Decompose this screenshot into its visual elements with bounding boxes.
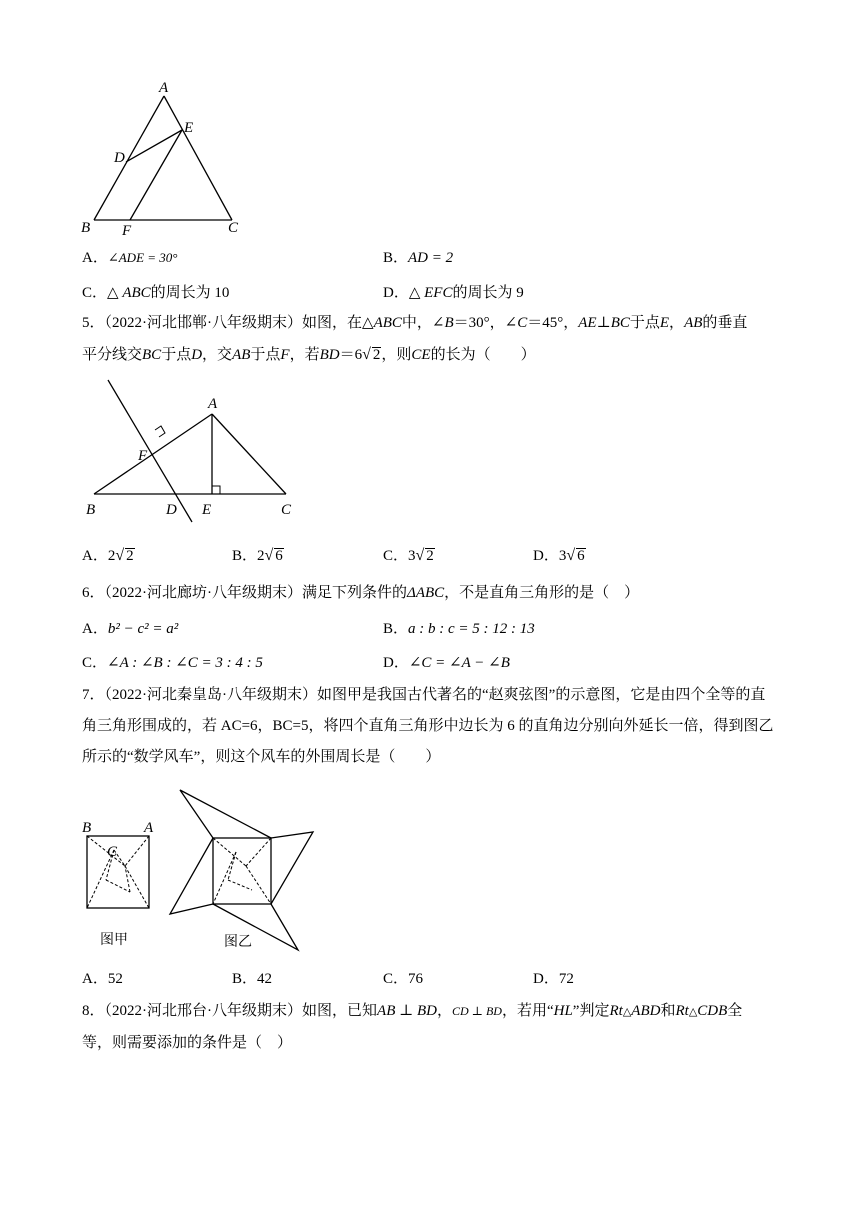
text: ，交 xyxy=(202,347,233,363)
q8-line-1 xyxy=(82,996,782,1028)
text: 于点 xyxy=(629,315,660,331)
var: AB xyxy=(684,315,703,331)
option-text: 的周长为 9 xyxy=(452,285,524,301)
option-key: D． xyxy=(533,548,559,564)
q5-option-c xyxy=(383,546,435,566)
option-key: B． xyxy=(232,548,258,564)
var: AB ⊥ BD xyxy=(377,1003,437,1019)
option-text: 52 xyxy=(107,971,123,987)
option-text: ∠A : ∠B : ∠C = 3 : 4 : 5 xyxy=(107,655,263,671)
q7-line-2: 角三角形围成的，若 AC=6，BC=5，将四个直角三角形中边长为 6 的直角边分别向外延长一倍，得到图乙 xyxy=(82,718,774,734)
question-source: （2022·河北秦皇岛·八年级期末） xyxy=(104,687,318,703)
text: ，若用“ xyxy=(501,1003,554,1019)
fig-q5-label-c: C xyxy=(281,502,292,518)
fig-q4-label-a: A xyxy=(159,80,169,96)
question-number: 5． xyxy=(82,315,105,331)
option-key: C． xyxy=(383,548,409,564)
figure-q5-triangle xyxy=(80,380,310,530)
q6-option-b xyxy=(383,619,535,639)
option-var: EFC xyxy=(424,285,453,301)
text: 如图，已知 xyxy=(302,1003,378,1019)
option-text: 76 xyxy=(408,971,424,987)
text: ，则 xyxy=(381,347,412,363)
triangle-symbol: △ xyxy=(408,285,421,301)
option-key: B． xyxy=(232,971,258,987)
text: 的垂直 xyxy=(702,315,748,331)
text: ＝6 xyxy=(339,347,363,363)
option-key: A． xyxy=(82,971,108,987)
radicand: 6 xyxy=(577,548,585,564)
option-key: D． xyxy=(533,971,559,987)
var: F xyxy=(280,347,290,363)
option-key: A． xyxy=(82,548,108,564)
option-key: C． xyxy=(82,285,108,301)
var: CD ⊥ BD xyxy=(451,1004,502,1018)
option-text: 42 xyxy=(257,971,273,987)
var: E xyxy=(659,315,670,331)
text: 于点 xyxy=(250,347,281,363)
var: ABD xyxy=(631,1003,661,1019)
question-8 xyxy=(82,996,782,1059)
sqrt-symbol: √ xyxy=(566,547,576,564)
option-var: ABC xyxy=(122,285,151,301)
radicand: 2 xyxy=(426,548,434,564)
q5-line-2 xyxy=(82,339,782,371)
var: C xyxy=(517,315,528,331)
fig-q4-label-d: D xyxy=(114,150,125,166)
fig-q4-label-b: B xyxy=(81,220,91,236)
q4-option-a xyxy=(82,248,177,268)
var: CE xyxy=(411,347,431,363)
question-source: （2022·河北邯郸·八年级期末） xyxy=(104,315,303,331)
sqrt-symbol: √ xyxy=(362,346,371,363)
var: ΔABC xyxy=(407,585,445,601)
triangle-symbol: △ xyxy=(622,1006,632,1018)
option-text: b² − c² = a² xyxy=(107,621,179,637)
q7-line-1 xyxy=(82,680,782,711)
q6-option-d xyxy=(383,653,510,673)
question-number: 8． xyxy=(82,1003,105,1019)
fig-q4-label-f: F xyxy=(122,223,132,239)
question-5 xyxy=(82,308,782,371)
triangle-symbol: △ xyxy=(107,285,119,301)
q7-option-b xyxy=(232,969,272,989)
text: ＝45°， xyxy=(527,315,579,331)
coef: 3 xyxy=(558,548,567,564)
text: 平分线交 xyxy=(82,347,143,363)
fig-q4-label-c: C xyxy=(228,220,239,236)
question-number: 6． xyxy=(82,585,105,601)
text: 全 xyxy=(727,1003,743,1019)
figure-q4-triangle xyxy=(78,80,258,240)
perp-symbol: ⊥ xyxy=(596,315,611,331)
var: Rt xyxy=(609,1003,623,1019)
triangle-symbol: △ xyxy=(688,1006,698,1018)
var: BD xyxy=(319,347,340,363)
var: ABC xyxy=(373,315,402,331)
q4-option-c xyxy=(82,283,229,303)
fig-q5-label-a: A xyxy=(208,396,218,412)
option-key: A． xyxy=(82,250,108,266)
question-source: （2022·河北邢台·八年级期末） xyxy=(104,1003,303,1019)
var: HL xyxy=(553,1003,573,1019)
option-text: 的周长为 10 xyxy=(150,285,230,301)
sqrt-symbol: √ xyxy=(415,547,425,564)
var: BC xyxy=(142,347,162,363)
text: 的长为（ ） xyxy=(430,347,536,363)
question-6 xyxy=(82,578,782,609)
var: Rt xyxy=(675,1003,689,1019)
text: 如图，在△ xyxy=(302,315,374,331)
coef: 2 xyxy=(107,548,116,564)
text: ＝30°，∠ xyxy=(453,315,518,331)
var: AB xyxy=(232,347,251,363)
question-source: （2022·河北廊坊·八年级期末） xyxy=(104,585,303,601)
fig-q5-label-d: D xyxy=(166,502,177,518)
radicand: 2 xyxy=(126,548,134,564)
q8-line-2: 等，则需要添加的条件是（ ） xyxy=(82,1035,293,1051)
var: D xyxy=(191,347,203,363)
q4-option-b xyxy=(383,248,453,268)
fig-q5-label-b: B xyxy=(86,502,96,518)
fig-q7-label-c: C xyxy=(107,844,118,860)
figure-q7-windmill xyxy=(78,786,328,956)
text: ，若 xyxy=(289,347,320,363)
fig-q5-label-e: E xyxy=(202,502,212,518)
question-7 xyxy=(82,680,782,773)
var: CDB xyxy=(697,1003,728,1019)
q6-option-c xyxy=(82,653,263,673)
var: B xyxy=(444,315,454,331)
option-text: AD = 2 xyxy=(408,250,454,266)
q4-option-d xyxy=(383,283,524,303)
fig-q7-label-b: B xyxy=(82,820,92,836)
q7-option-a xyxy=(82,969,123,989)
coef: 2 xyxy=(257,548,265,564)
fig-q7-caption-yi: 图乙 xyxy=(224,934,252,950)
q5-line-1 xyxy=(82,308,782,339)
q5-option-b xyxy=(232,546,284,566)
sqrt-symbol: √ xyxy=(115,547,125,564)
q7-line-3: 所示的“数学风车”，则这个风车的外围周长是（ ） xyxy=(82,749,441,765)
fig-q7-label-a: A xyxy=(144,820,154,836)
q7-option-c xyxy=(383,969,423,989)
text: 如图甲是我国古代著名的“赵爽弦图”的示意图，它是由四个全等的直 xyxy=(317,687,766,703)
text: 于点 xyxy=(161,347,192,363)
radicand: 2 xyxy=(372,347,381,363)
fig-q5-label-f: F xyxy=(138,448,148,464)
coef: 3 xyxy=(408,548,416,564)
text: ，不是直角三角形的是（ ） xyxy=(444,585,640,601)
option-key: C． xyxy=(82,655,108,671)
option-key: C． xyxy=(383,971,409,987)
option-key: B． xyxy=(383,621,409,637)
sqrt-symbol: √ xyxy=(264,547,274,564)
radicand: 6 xyxy=(275,548,283,564)
option-key: D． xyxy=(383,285,409,301)
var: BC xyxy=(610,315,630,331)
text: ， xyxy=(669,315,685,331)
text: 满足下列条件的 xyxy=(302,585,408,601)
q7-option-d xyxy=(533,969,574,989)
question-number: 7． xyxy=(82,687,105,703)
q6-option-a xyxy=(82,619,178,639)
option-text: ∠ADE = 30° xyxy=(107,250,178,265)
q5-option-a xyxy=(82,546,135,566)
option-key: B． xyxy=(383,250,409,266)
option-text: ∠C = ∠A − ∠B xyxy=(408,655,510,671)
fig-q7-caption-jia: 图甲 xyxy=(100,932,128,948)
fig-q4-label-e: E xyxy=(184,120,194,136)
text: ， xyxy=(436,1003,452,1019)
q5-option-d xyxy=(533,546,586,566)
option-text: a : b : c = 5 : 12 : 13 xyxy=(408,621,535,637)
text: 中，∠ xyxy=(401,315,445,331)
var: AE xyxy=(578,315,597,331)
option-key: D． xyxy=(383,655,409,671)
option-key: A． xyxy=(82,621,108,637)
option-text: 72 xyxy=(558,971,574,987)
text: 和 xyxy=(660,1003,676,1019)
text: ”判定 xyxy=(572,1003,610,1019)
